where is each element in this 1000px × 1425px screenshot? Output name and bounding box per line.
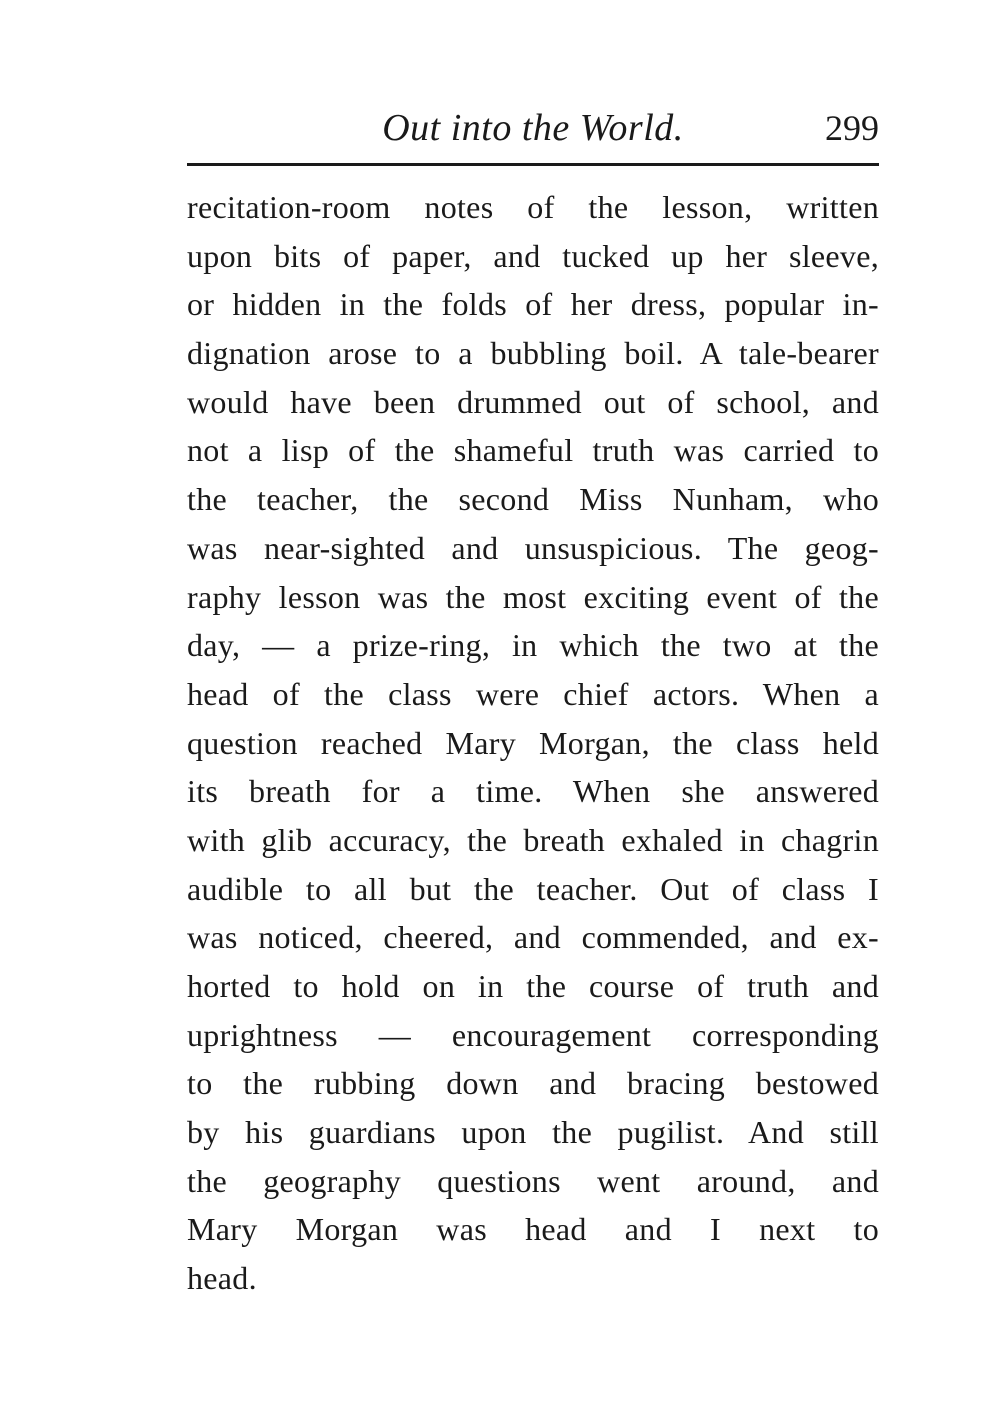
text-line: upon bits of paper, and tucked up her sleeve, [187, 237, 879, 274]
text-line: recitation-room notes of the lesson, written [187, 189, 879, 225]
text-line: the geography questions went around, and [187, 1162, 879, 1199]
running-head [187, 98, 879, 158]
text-line: not a lisp of the shameful truth was carried to [187, 432, 879, 469]
body-text [187, 183, 879, 1303]
text-line: audible to all but the teacher. Out of class I [187, 870, 879, 907]
text-line: was near-sighted and unsuspicious. The geog- [187, 529, 879, 566]
text-line: dignation arose to a bubbling boil. A tale-bearer [187, 335, 879, 372]
text-line: with glib accuracy, the breath exhaled in chagrin [187, 821, 879, 858]
text-line: the teacher, the second Miss Nunham, who [187, 481, 879, 518]
text-line: would have been drummed out of school, and [187, 383, 879, 420]
running-title: Out into the World. [382, 107, 684, 149]
text-line: to the rubbing down and bracing bestowed [187, 1065, 879, 1102]
text-line: head. [187, 1260, 257, 1297]
text-line: horted to hold on in the course of truth and [187, 968, 879, 1004]
text-line: day, — a prize-ring, in which the two at the [187, 627, 879, 664]
text-line: or hidden in the folds of her dress, popular in- [187, 286, 879, 323]
text-line: raphy lesson was the most exciting event of the [187, 578, 879, 615]
text-line: its breath for a time. When she answered [187, 773, 879, 810]
header-rule [187, 163, 879, 166]
text-line: Mary Morgan was head and I next to [187, 1211, 879, 1248]
text-line: uprightness — encouragement corresponding [187, 1016, 879, 1053]
text-line: was noticed, cheered, and commended, and ex- [187, 919, 879, 956]
page-number: 299 [825, 108, 879, 148]
text-line: by his guardians upon the pugilist. And still [187, 1114, 879, 1151]
text-line: question reached Mary Morgan, the class held [187, 724, 879, 761]
text-line: head of the class were chief actors. When a [187, 675, 879, 712]
